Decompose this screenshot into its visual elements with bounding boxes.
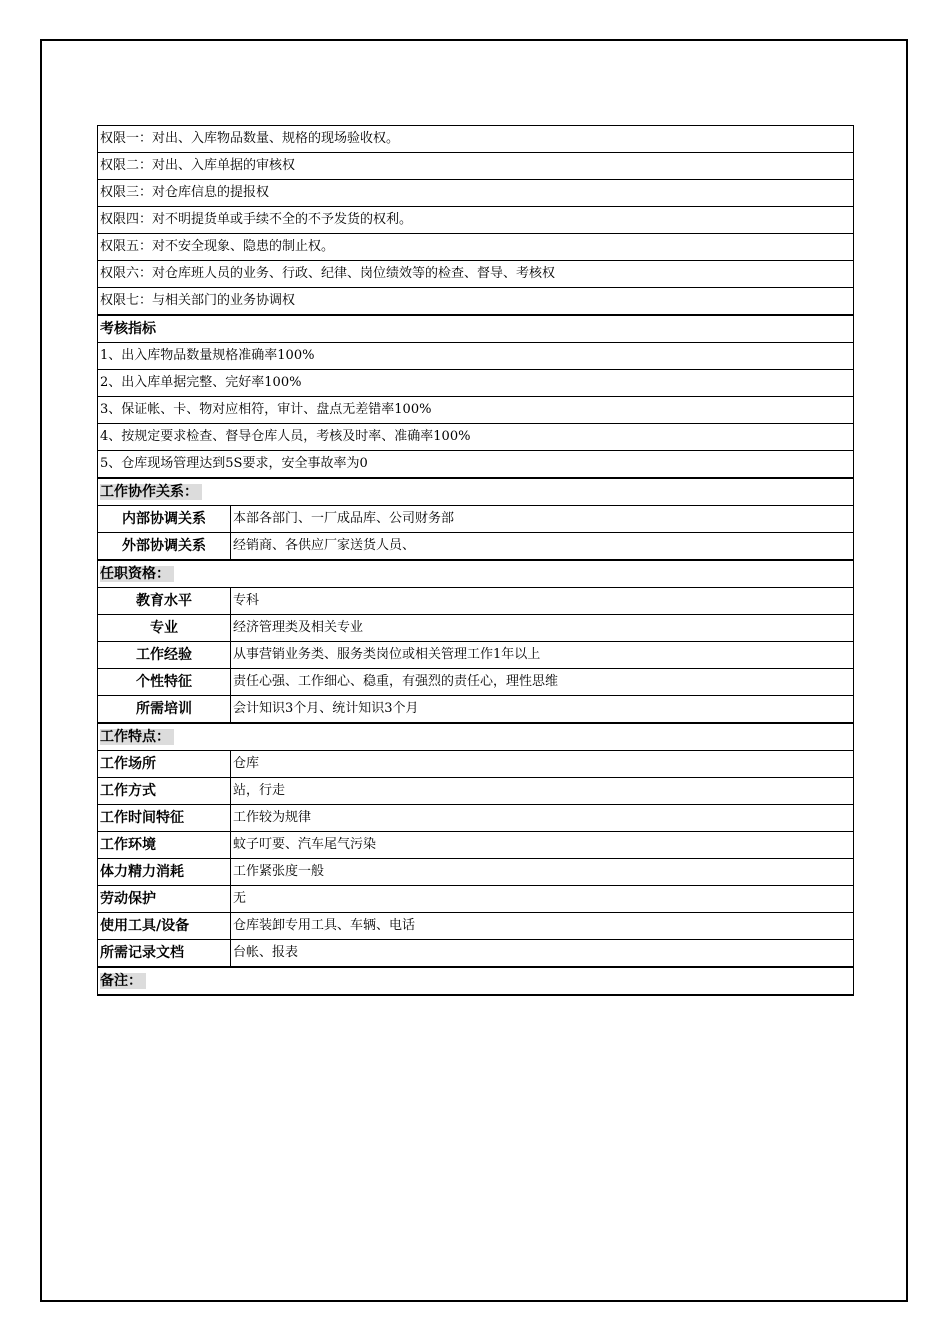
relation-value: 本部各部门、一厂成品库、公司财务部 [231,506,854,533]
authority-row [98,234,854,261]
work-feature-label: 工作方式 [98,778,231,805]
authority-item: 权限二：对出、入库单据的审核权 [98,153,854,180]
remarks-heading: 备注： [100,973,146,989]
kpi-heading: 考核指标 [98,315,854,343]
work-feature-label: 劳动保护 [98,886,231,913]
qualification-value: 专科 [231,588,854,615]
qualification-row [98,642,854,669]
authority-item: 权限四：对不明提货单或手续不全的不予发货的权利。 [98,207,854,234]
work-feature-label: 所需记录文档 [98,940,231,968]
authority-row [98,180,854,207]
work-feature-value: 站，行走 [231,778,854,805]
work-feature-label: 体力精力消耗 [98,859,231,886]
kpi-item: 2、出入库单据完整、完好率100% [98,370,854,397]
work-feature-value: 工作紧张度一般 [231,859,854,886]
work-feature-row [98,940,854,968]
relations-heading-row [98,478,854,506]
qualification-value: 从事营销业务类、服务类岗位或相关管理工作1年以上 [231,642,854,669]
qualification-row [98,696,854,724]
qualifications-heading: 任职资格： [100,566,174,582]
qualifications-heading-row [98,560,854,588]
relation-value: 经销商、各供应厂家送货人员、 [231,533,854,561]
qualification-row [98,615,854,642]
work-feature-label: 工作环境 [98,832,231,859]
job-description-table [97,125,854,996]
relation-label: 内部协调关系 [98,506,231,533]
work-feature-value: 蚊子叮要、汽车尾气污染 [231,832,854,859]
qualification-value: 经济管理类及相关专业 [231,615,854,642]
work-feature-label: 工作时间特征 [98,805,231,832]
qualification-label: 个性特征 [98,669,231,696]
work-feature-row [98,913,854,940]
work-features-heading-row [98,723,854,751]
kpi-item: 1、出入库物品数量规格准确率100% [98,343,854,370]
work-feature-row [98,751,854,778]
work-feature-row [98,886,854,913]
qualification-value: 会计知识3个月、统计知识3个月 [231,696,854,724]
work-feature-label: 使用工具/设备 [98,913,231,940]
authority-row [98,288,854,316]
relation-label: 外部协调关系 [98,533,231,561]
qualification-row [98,669,854,696]
work-features-heading: 工作特点： [100,729,174,745]
authority-item: 权限一：对出、入库物品数量、规格的现场验收权。 [98,126,854,153]
qualification-row [98,588,854,615]
qualification-label: 教育水平 [98,588,231,615]
relations-row [98,533,854,561]
work-feature-row [98,805,854,832]
qualification-label: 专业 [98,615,231,642]
kpi-item: 4、按规定要求检查、督导仓库人员，考核及时率、准确率100% [98,424,854,451]
kpi-row [98,343,854,370]
work-feature-value: 无 [231,886,854,913]
kpi-row [98,397,854,424]
work-feature-row [98,778,854,805]
work-feature-value: 仓库 [231,751,854,778]
work-feature-label: 工作场所 [98,751,231,778]
authority-row [98,153,854,180]
kpi-row [98,370,854,397]
work-feature-row [98,859,854,886]
authority-row [98,126,854,153]
work-feature-row [98,832,854,859]
work-feature-value: 工作较为规律 [231,805,854,832]
work-feature-value: 仓库装卸专用工具、车辆、电话 [231,913,854,940]
kpi-item: 5、仓库现场管理达到5S要求，安全事故率为0 [98,451,854,479]
relations-heading: 工作协作关系： [100,484,202,500]
relations-row [98,506,854,533]
authority-row [98,207,854,234]
qualification-label: 工作经验 [98,642,231,669]
authority-item: 权限七：与相关部门的业务协调权 [98,288,854,316]
qualification-label: 所需培训 [98,696,231,724]
authority-item: 权限三：对仓库信息的提报权 [98,180,854,207]
qualification-value: 责任心强、工作细心、稳重，有强烈的责任心，理性思维 [231,669,854,696]
authority-row [98,261,854,288]
authority-item: 权限五：对不安全现象、隐患的制止权。 [98,234,854,261]
kpi-row [98,451,854,479]
authority-item: 权限六：对仓库班人员的业务、行政、纪律、岗位绩效等的检查、督导、考核权 [98,261,854,288]
kpi-row [98,424,854,451]
remarks-row [98,967,854,995]
kpi-item: 3、保证帐、卡、物对应相符，审计、盘点无差错率100% [98,397,854,424]
kpi-heading-row [98,315,854,343]
work-feature-value: 台帐、报表 [231,940,854,968]
